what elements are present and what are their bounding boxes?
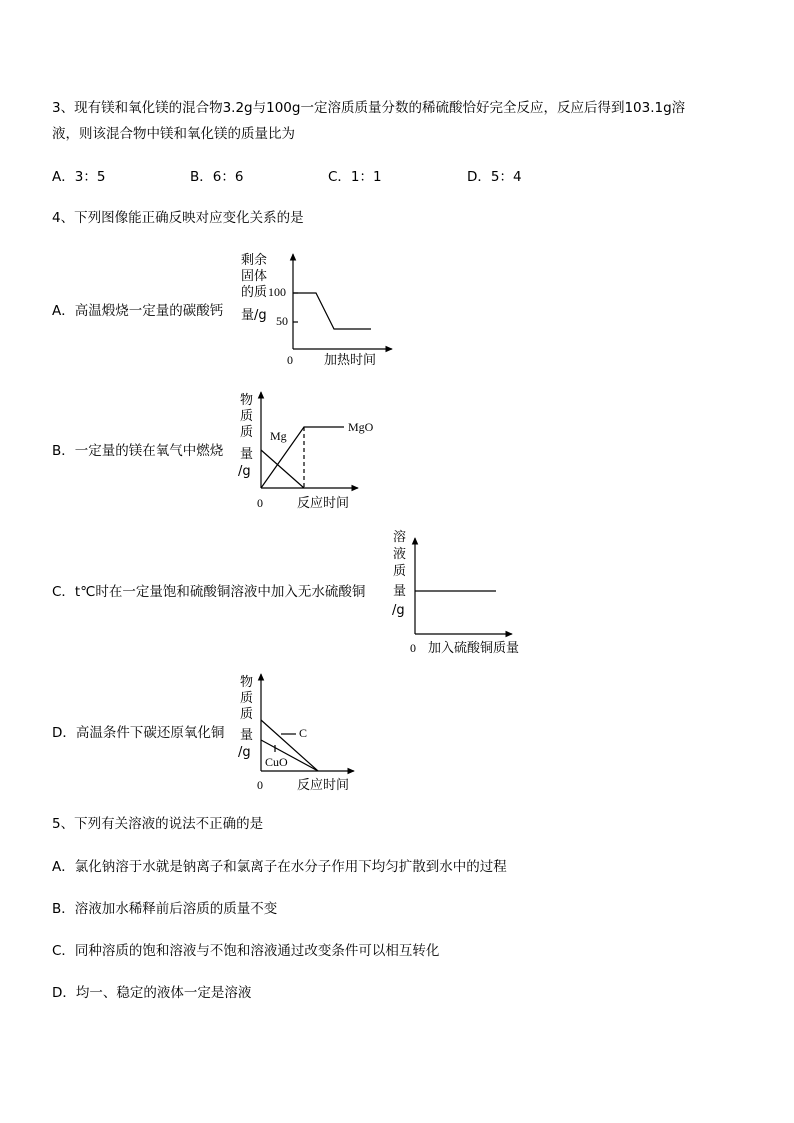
q3-option-b: B．6：6 (190, 169, 244, 185)
graph-a (293, 254, 392, 349)
q3-option-c: C．1：1 (328, 169, 382, 185)
q4d-label-c: C (299, 726, 308, 740)
q4b-ylabel-4: 量 (240, 447, 254, 462)
q4a-ytick-50: 50 (276, 314, 288, 328)
q4a-ylabel-1: 剩余 (241, 253, 268, 268)
q3-option-a: A．3：5 (52, 169, 106, 185)
q3-line1: 3、现有镁和氧化镁的混合物3.2g与100g一定溶质质量分数的稀硫酸恰好完全反应，反应后得到103.1g溶 (52, 100, 686, 116)
q4d-label-cuo: CuO (265, 755, 288, 769)
q4a-ylabel-2: 固体 (241, 269, 268, 284)
graph-d-c-line (261, 720, 318, 771)
q4b-ylabel-3: 质 (240, 425, 254, 440)
q5-option-d: D．均一、稳定的液体一定是溶液 (52, 985, 252, 1001)
q4c-xlabel: 加入硫酸铜质量 (428, 641, 520, 656)
q4b-label-mg: Mg (270, 429, 287, 443)
q4c-ylabel-5: /g (392, 603, 405, 618)
q4b-xlabel: 反应时间 (297, 496, 350, 511)
q4d-xlabel: 反应时间 (297, 778, 350, 793)
graph-d (261, 674, 354, 771)
graph-b-mg-line (261, 450, 304, 488)
q4d-origin: 0 (257, 778, 263, 792)
q4-option-b: B．一定量的镁在氧气中燃烧 (52, 443, 224, 459)
q4a-xlabel: 加热时间 (324, 353, 377, 368)
q4a-ylabel-3: 的质 (241, 285, 268, 300)
graph-c (415, 538, 512, 634)
q4a-origin: 0 (287, 353, 293, 367)
q3-line2: 液，则该混合物中镁和氧化镁的质量比为 (52, 126, 295, 142)
q5-option-c: C．同种溶质的饱和溶液与不饱和溶液通过改变条件可以相互转化 (52, 943, 440, 959)
q4a-ytick-100: 100 (268, 285, 286, 299)
q4c-ylabel-2: 液 (393, 547, 407, 562)
q4c-ylabel-1: 溶 (393, 530, 407, 545)
q5-stem: 5、下列有关溶液的说法不正确的是 (52, 816, 264, 832)
q4d-ylabel-4: 量 (240, 728, 254, 743)
graph-d-cuo-line (261, 740, 318, 771)
q4b-ylabel-1: 物 (240, 393, 254, 408)
q5-option-b: B．溶液加水稀释前后溶质的质量不变 (52, 901, 278, 917)
q4c-ylabel-4: 量 (393, 584, 407, 599)
q4b-ylabel-2: 质 (240, 409, 254, 424)
q4b-ylabel-5: /g (238, 464, 251, 479)
q4-option-d: D．高温条件下碳还原氧化铜 (52, 725, 225, 741)
q4a-ylabel-4: 量/g (241, 308, 267, 323)
q4d-ylabel-1: 物 (240, 675, 254, 690)
q4d-ylabel-5: /g (238, 745, 251, 760)
q4c-origin: 0 (410, 641, 416, 655)
q4-option-c: C．t℃时在一定量饱和硫酸铜溶液中加入无水硫酸铜 (52, 584, 366, 600)
q4c-ylabel-3: 质 (393, 564, 407, 579)
q4b-label-mgo: MgO (348, 420, 374, 434)
q4d-ylabel-3: 质 (240, 707, 254, 722)
q4-stem: 4、下列图像能正确反映对应变化关系的是 (52, 210, 304, 226)
q4-option-a: A．高温煅烧一定量的碳酸钙 (52, 303, 224, 319)
q4b-origin: 0 (257, 496, 263, 510)
q4d-ylabel-2: 质 (240, 691, 254, 706)
graph-b (261, 392, 358, 488)
q5-option-a: A．氯化钠溶于水就是钠离子和氯离子在水分子作用下均匀扩散到水中的过程 (52, 859, 507, 875)
graph-b-mgo-line (261, 427, 344, 488)
q3-option-d: D．5：4 (467, 169, 522, 185)
graph-a-mass-line (293, 293, 371, 329)
